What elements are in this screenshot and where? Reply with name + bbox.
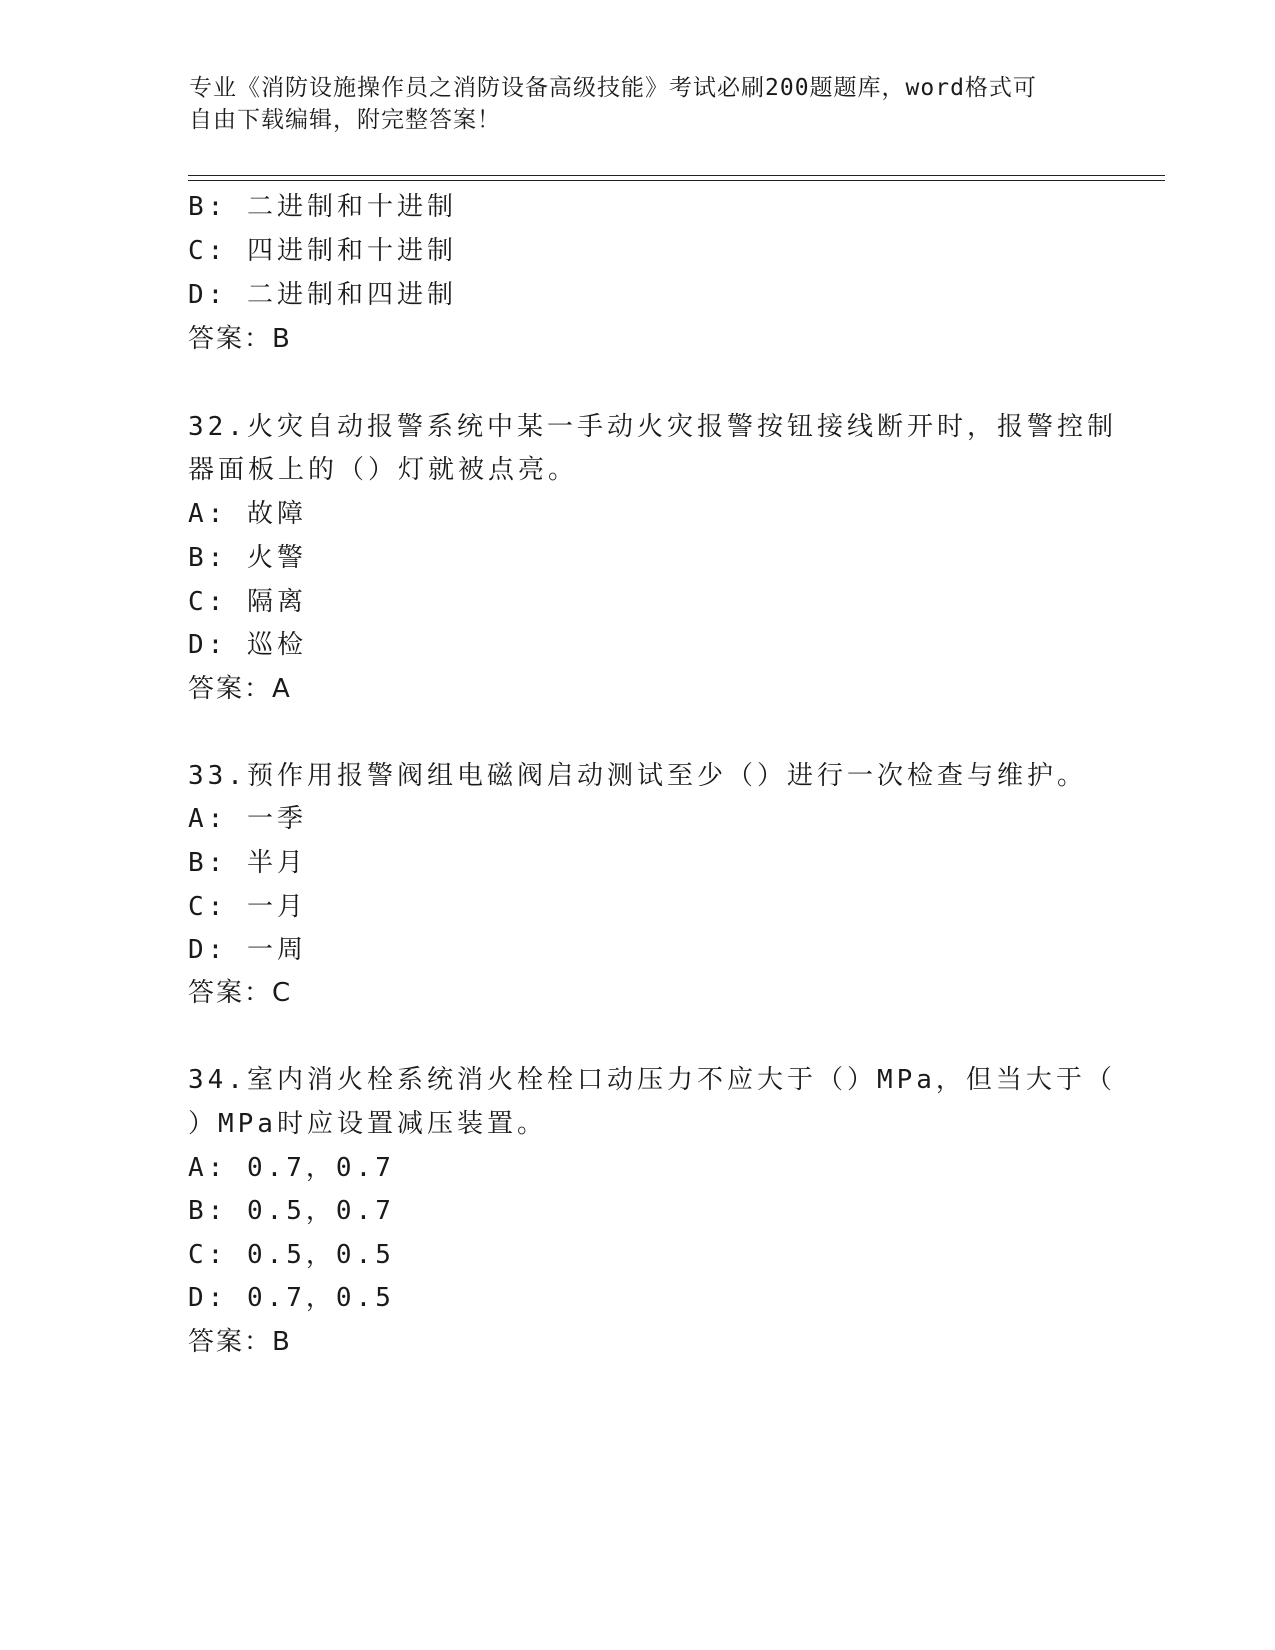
header-rule-bottom [188,180,1165,181]
option-b: B: 二进制和十进制 [188,192,457,222]
question-33-option-d: D: 一周 [188,935,307,965]
option-c: C: 四进制和十进制 [188,236,457,266]
question-32-option-d: D: 巡检 [188,630,307,660]
question-33-stem-line-1: 33.预作用报警阀组电磁阀启动测试至少（）进行一次检查与维护。 [188,761,1087,791]
question-33-option-a: A: 一季 [188,804,307,834]
question-32-option-b: B: 火警 [188,543,307,573]
question-34-answer: 答案：B [188,1327,292,1357]
document-header-line-1: 专业《消防设施操作员之消防设备高级技能》考试必刷200题题库，word格式可 [189,75,1037,101]
question-33-option-c: C: 一月 [188,892,307,922]
question-32-option-a: A: 故障 [188,499,307,529]
question-33-answer: 答案：C [188,978,293,1008]
question-34-option-b: B: 0.5，0.7 [188,1196,395,1226]
question-34-option-a: A: 0.7，0.7 [188,1153,395,1183]
question-34-stem-line-1: 34.室内消火栓系统消火栓栓口动压力不应大于（）MPa，但当大于（ [188,1065,1116,1095]
question-32-stem-line-2: 器面板上的（）灯就被点亮。 [188,455,579,485]
question-32-answer: 答案：A [188,674,292,704]
question-34-option-d: D: 0.7，0.5 [188,1283,395,1313]
question-34-option-c: C: 0.5，0.5 [188,1240,395,1270]
answer-line: 答案：B [188,324,292,354]
question-34-stem-line-2: ）MPa时应设置减压装置。 [188,1109,547,1139]
option-d: D: 二进制和四进制 [188,280,457,310]
question-33-option-b: B: 半月 [188,848,307,878]
question-32-stem-line-1: 32.火灾自动报警系统中某一手动火灾报警按钮接线断开时，报警控制 [188,412,1117,442]
document-header-line-2: 自由下载编辑，附完整答案！ [189,107,501,133]
header-rule-top [188,175,1165,176]
question-32-option-c: C: 隔离 [188,587,307,617]
